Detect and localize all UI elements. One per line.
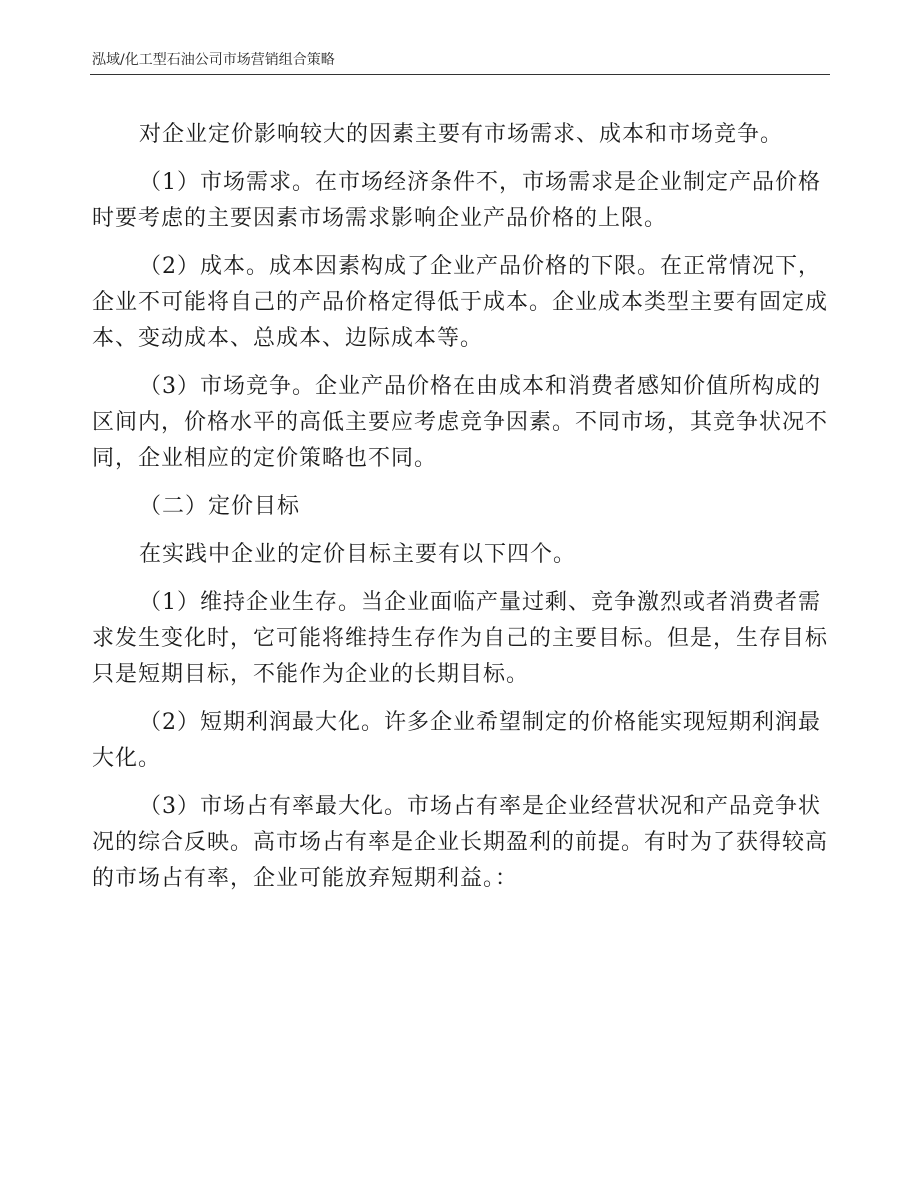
paragraph-cost: （2）成本。成本因素构成了企业产品价格的下限。在正常情况下，企业不可能将自己的产品价格定得低于成本。企业成本类型主要有固定成本、变动成本、总成本、边际成本等。	[92, 254, 829, 351]
section-heading-pricing-objectives: （二）定价目标	[139, 494, 301, 519]
document-body	[92, 117, 828, 897]
paragraph-market-demand: （1）市场需求。在市场经济条件不，市场需求是企业制定产品价格时要考虑的主要因素市场需求影响企业产品价格的上限。	[92, 170, 821, 231]
running-header: 泓域/化工型石油公司市场营销组合策略	[92, 52, 335, 68]
paragraph-competition: （3）市场竞争。企业产品价格在由成本和消费者感知价值所构成的区间内，价格水平的高低主要应考虑竞争因素。不同市场，其竞争状况不同，企业相应的定价策略也不同。	[92, 374, 829, 471]
paragraph-survival: （1）维持企业生存。当企业面临产量过剩、竞争激烈或者消费者需求发生变化时，它可能将维持生存作为自己的主要目标。但是，生存目标只是短期目标，不能作为企业的长期目标。	[92, 590, 829, 687]
paragraph-pricing-factors: 对企业定价影响较大的因素主要有市场需求、成本和市场竞争。	[139, 122, 784, 147]
paragraph-short-term-profit: （2）短期利润最大化。许多企业希望制定的价格能实现短期利润最大化。	[92, 710, 821, 771]
paragraph-market-share: （3）市场占有率最大化。市场占有率是企业经营状况和产品竞争状况的综合反映。高市场占有率是企业长期盈利的前提。有时为了获得较高的市场占有率，企业可能放弃短期利益。：	[92, 794, 829, 891]
header-divider	[90, 74, 830, 75]
paragraph-objectives-intro: 在实践中企业的定价目标主要有以下四个。	[139, 542, 577, 567]
